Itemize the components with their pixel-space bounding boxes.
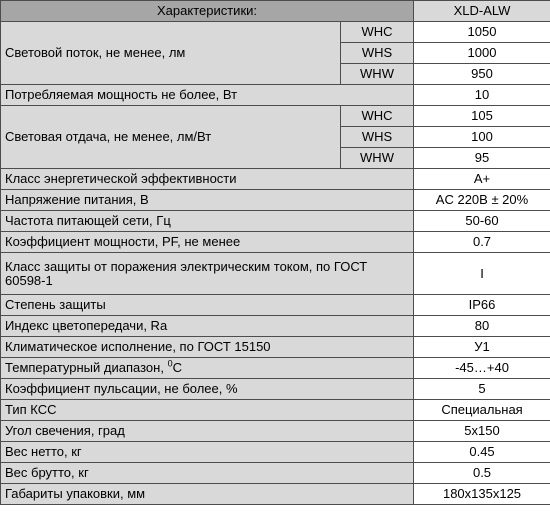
kss-label: Тип КСС xyxy=(1,400,414,421)
variant-label: WHW xyxy=(341,64,414,85)
temperature-degree: 0 xyxy=(167,358,173,369)
kss-value: Специальная xyxy=(414,400,550,421)
table-row xyxy=(1,190,550,211)
table-row xyxy=(1,316,550,337)
variant-value: 100 xyxy=(414,127,550,148)
frequency-value: 50-60 xyxy=(414,211,550,232)
header-characteristics: Характеристики: xyxy=(1,1,414,22)
variant-value: 1000 xyxy=(414,43,550,64)
table-row xyxy=(1,463,550,484)
variant-label: WHS xyxy=(341,127,414,148)
temperature-unit: С xyxy=(172,360,182,375)
package-value: 180x135x125 xyxy=(414,484,550,505)
climate-label: Климатическое исполнение, по ГОСТ 15150 xyxy=(1,337,414,358)
cri-value: 80 xyxy=(414,316,550,337)
climate-value: У1 xyxy=(414,337,550,358)
voltage-value: AC 220В ± 20% xyxy=(414,190,550,211)
voltage-label: Напряжение питания, В xyxy=(1,190,414,211)
table-row xyxy=(1,442,550,463)
power-factor-value: 0.7 xyxy=(414,232,550,253)
cri-label: Индекс цветопередачи, Ra xyxy=(1,316,414,337)
table-row xyxy=(1,85,550,106)
beam-angle-label: Угол свечения, град xyxy=(1,421,414,442)
package-label: Габариты упаковки, мм xyxy=(1,484,414,505)
variant-value: 950 xyxy=(414,64,550,85)
table-row xyxy=(1,232,550,253)
energy-class-value: A+ xyxy=(414,169,550,190)
table-row xyxy=(1,400,550,421)
protection-class-value: I xyxy=(414,253,550,295)
ip-value: IP66 xyxy=(414,295,550,316)
temperature-label-text: Температурный диапазон, xyxy=(5,360,168,375)
table-row xyxy=(1,253,550,295)
efficacy-label: Световая отдача, не менее, лм/Вт xyxy=(1,106,341,169)
ripple-label: Коэффициент пульсации, не более, % xyxy=(1,379,414,400)
ip-label: Степень защиты xyxy=(1,295,414,316)
variant-value: 1050 xyxy=(414,22,550,43)
table-row xyxy=(1,295,550,316)
power-factor-label: Коэффициент мощности, PF, не менее xyxy=(1,232,414,253)
variant-value: 105 xyxy=(414,106,550,127)
net-weight-value: 0.45 xyxy=(414,442,550,463)
variant-value: 95 xyxy=(414,148,550,169)
variant-label: WHC xyxy=(341,22,414,43)
table-row xyxy=(1,22,550,43)
table-row xyxy=(1,421,550,442)
table-row xyxy=(1,379,550,400)
net-weight-label: Вес нетто, кг xyxy=(1,442,414,463)
gross-weight-label: Вес брутто, кг xyxy=(1,463,414,484)
variant-label: WHS xyxy=(341,43,414,64)
variant-label: WHW xyxy=(341,148,414,169)
table-row xyxy=(1,337,550,358)
table-row xyxy=(1,358,550,379)
variant-label: WHC xyxy=(341,106,414,127)
ripple-value: 5 xyxy=(414,379,550,400)
temperature-label xyxy=(1,358,414,379)
luminous-flux-label: Световой поток, не менее, лм xyxy=(1,22,341,85)
power-label: Потребляемая мощность не более, Вт xyxy=(1,85,414,106)
frequency-label: Частота питающей сети, Гц xyxy=(1,211,414,232)
temperature-value: -45…+40 xyxy=(414,358,550,379)
table-row xyxy=(1,211,550,232)
protection-class-label: Класс защиты от поражения электрическим током, по ГОСТ 60598-1 xyxy=(1,253,414,295)
power-value: 10 xyxy=(414,85,550,106)
table-header-row xyxy=(1,1,550,22)
header-model: XLD-ALW xyxy=(414,1,550,22)
table-row xyxy=(1,484,550,505)
energy-class-label: Класс энергетической эффективности xyxy=(1,169,414,190)
gross-weight-value: 0.5 xyxy=(414,463,550,484)
table-row xyxy=(1,106,550,127)
table-row xyxy=(1,169,550,190)
beam-angle-value: 5x150 xyxy=(414,421,550,442)
